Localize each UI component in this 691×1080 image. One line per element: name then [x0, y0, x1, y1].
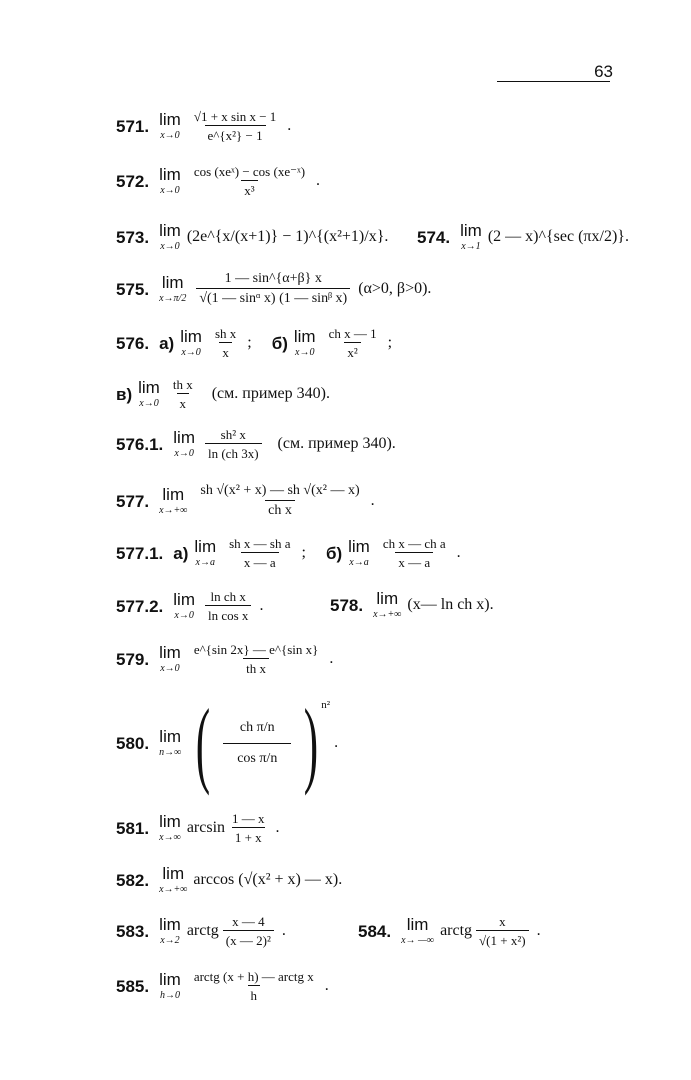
part-label: б)	[271, 333, 288, 353]
reference-note: (см. пример 340).	[277, 435, 396, 452]
fraction: $\frac{\text{e\textasciicircum{}\{sin 2x\} — e\textasciicircum{}\{sin x\}}}{\text{th x}}$	[193, 642, 319, 676]
fraction: $\frac{\text{th x}}{x}$	[172, 377, 193, 411]
problem-575	[116, 272, 431, 306]
problem-number: 582.	[116, 870, 150, 890]
problem-number: 574.	[417, 227, 451, 247]
limit-operator: lim x→∞	[159, 812, 181, 843]
problem-number: 585.	[116, 976, 150, 996]
fraction: $\frac{1 — x}{1 + x}$	[232, 811, 265, 845]
problem-578	[330, 590, 494, 620]
fraction: $\frac{\text{ch x — ch a}}{x — a}$	[382, 536, 446, 570]
problem-number: 578.	[330, 595, 364, 615]
problem-584: 584. lim x→ —∞ arctg $\frac{x}{\text{√(1 + x²)}}$ .	[358, 914, 541, 948]
limit-operator: lim x→1	[460, 221, 482, 252]
left-paren: (	[196, 689, 211, 796]
problem-576: 576. а) lim x→0 $\frac{\text{sh x}}{x}$ ; б) lim x→0 $\frac{\text{ch x — 1}}{\text{x²}}$ ;	[116, 326, 393, 360]
function-name: arctg	[186, 922, 219, 939]
denominator: x³	[241, 180, 257, 197]
right-paren: )	[304, 689, 319, 796]
header-rule	[497, 81, 610, 82]
limit-operator: lim x→+∞	[159, 485, 188, 516]
denominator: √(1 — sinᵅ x) (1 — sinᵝ x)	[196, 288, 350, 306]
problem-number: 576.1.	[116, 434, 164, 454]
problem-number: 573.	[116, 227, 150, 247]
problem-573	[116, 222, 388, 252]
limit-operator: lim x→0	[173, 590, 195, 621]
denominator: e^{x²} − 1	[205, 125, 266, 142]
limit-operator: lim x→0	[159, 643, 181, 674]
page-number: 63	[594, 62, 613, 81]
problem-number: 575.	[116, 279, 150, 299]
numerator: √1 + x sin x − 1	[193, 109, 277, 124]
limit-operator: lim x→0	[173, 428, 195, 459]
problem-number: 581.	[116, 818, 150, 838]
fraction: $\frac{\text{sh x}}{x}$	[214, 326, 237, 360]
fraction: $\frac{\text{ch x — 1}}{\text{x²}}$	[328, 326, 377, 360]
limit-operator: lim x→0	[159, 221, 181, 252]
limit-operator: lim n→∞	[159, 727, 182, 759]
expression: (2 — x)^{sec (πx/2)}.	[487, 228, 629, 245]
reference-note: (см. пример 340).	[211, 385, 330, 402]
problem-577-2: 577.2. lim x→0 $\frac{\text{ln ch x}}{\text{ln cos x}}$ .	[116, 589, 264, 623]
limit-operator: lim x→0	[138, 378, 160, 409]
fraction: $\frac{\text{arctg (x + h) — arctg x}}{h}$	[193, 969, 314, 1003]
problem-577-1: 577.1. а) lim x→a $\frac{\text{sh x — sh a}}{x — a}$ ; б) lim x→a $\frac{\text{ch x — ch a}}{x — a}$ .	[116, 536, 461, 570]
problem-number: 579.	[116, 649, 150, 669]
problem-577: 577. lim x→+∞ $\frac{\text{sh √(x² + x) — sh √(x² — x)}}{\text{ch x}}$ .	[116, 483, 375, 518]
problem-581: 581. lim x→∞ arcsin $\frac{1 — x}{1 + x}$ .	[116, 811, 280, 845]
expression: (2e^{x/(x+1)} − 1)^{(x²+1)/x}.	[186, 228, 389, 245]
problem-number: 583.	[116, 921, 150, 941]
problem-number: 576.	[116, 333, 150, 353]
numerator: 1 — sin^{α+β} x	[224, 271, 322, 286]
condition: (α>0, β>0).	[358, 280, 432, 297]
limit-operator: lim x→0	[180, 327, 202, 358]
limit-operator: lim x→a	[194, 537, 217, 568]
problem-number: 584.	[358, 921, 392, 941]
limit-operator: lim x→+∞	[159, 864, 188, 895]
problem-580: 580. lim n→∞ ( $\frac{\text{ch π/n}}{\text{cos π/n}}$ ) n² .	[116, 689, 339, 796]
limit-operator: lim x→+∞	[373, 589, 402, 620]
fraction: $\frac{\text{sh x — sh a}}{x — a}$	[229, 536, 291, 570]
function-name: arctg	[440, 922, 473, 939]
problem-number: 577.2.	[116, 596, 164, 616]
limit-operator: lim x→0	[293, 327, 316, 358]
problem-number: 580.	[116, 733, 150, 753]
fraction: $\frac{\text{ch π/n}}{\text{cos π/n}}$	[223, 715, 291, 772]
part-label: а)	[173, 543, 189, 563]
problem-576-c	[116, 378, 330, 410]
problem-574	[417, 222, 629, 252]
part-label: в)	[116, 384, 133, 404]
problem-number: 571.	[116, 116, 150, 136]
limit-operator: lim x→ —∞	[401, 915, 435, 946]
limit-operator: lim x→π/2	[159, 273, 187, 304]
part-label: а)	[159, 333, 175, 353]
fraction: $\frac{\text{sh √(x² + x) — sh √(x² — x)}}{\text{ch x}}$	[200, 483, 360, 518]
exponent: n²	[321, 699, 331, 711]
expression: (x— ln ch x).	[407, 596, 494, 613]
problem-number: 572.	[116, 171, 150, 191]
fraction	[191, 165, 308, 197]
limit-operator: lim x→0	[159, 110, 181, 141]
problem-572: 572. lim x→0 $\frac{\text{cos (xeˣ) − cos (xe⁻ˣ)}}{\text{x³}}$ .	[116, 164, 321, 198]
problem-583: 583. lim x→2 arctg $\frac{x — 4}{\text{(x — 2)²}}$ .	[116, 914, 286, 948]
problem-579: 579. lim x→0 $\frac{\text{e\textasciicircum{}\{sin 2x\} — e\textasciicircum{}\{sin x\}}}{\text{th x}}$ .	[116, 642, 334, 676]
limit-operator: lim x→0	[159, 165, 181, 196]
fraction: $\frac{x}{\text{√(1 + x²)}}$	[476, 915, 529, 947]
fraction: $\frac{\text{sh² x}}{\ln (ch 3x)}$	[205, 428, 262, 460]
problem-585: 585. lim h→0 $\frac{\text{arctg (x + h) — arctg x}}{h}$ .	[116, 969, 329, 1003]
expression: arccos (√(x² + x) — x).	[193, 871, 343, 888]
fraction	[196, 272, 350, 306]
function-name: arcsin	[186, 819, 226, 836]
limit-operator: lim x→2	[159, 915, 181, 946]
problem-number: 577.	[116, 491, 150, 511]
problem-582	[116, 865, 342, 895]
limit-operator: lim h→0	[159, 970, 181, 1001]
fraction: $\frac{\text{ln ch x}}{\text{ln cos x}}$	[205, 590, 251, 622]
problem-number: 577.1.	[116, 543, 164, 563]
fraction	[191, 110, 279, 142]
numerator: cos (xeˣ) − cos (xe⁻ˣ)	[193, 164, 306, 179]
part-label: б)	[325, 543, 343, 563]
limit-operator: lim x→a	[348, 537, 370, 568]
fraction: $\frac{x — 4}{\text{(x — 2)²}}$	[223, 915, 274, 947]
problem-576-1	[116, 428, 396, 460]
problem-571: 571. lim x→0 $\frac{\text{√1 + x sin x − 1}}{\text{e\textasciicircum{}\{x²\} − 1}}$ .	[116, 109, 292, 143]
